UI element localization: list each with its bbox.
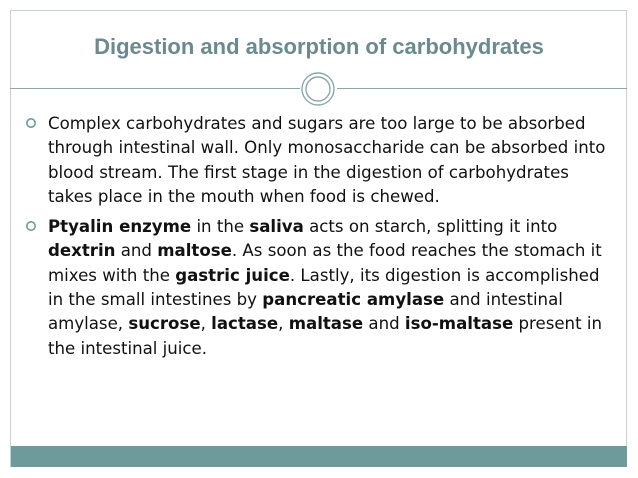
bold-term: gastric juice [175, 265, 290, 285]
bold-term: saliva [249, 217, 304, 237]
text-run: . Lastly, its digestion is accomplished in the small intestines by [48, 265, 600, 310]
footer-accent-bar [11, 446, 627, 467]
bullet-circle-icon [25, 220, 37, 232]
circle-ornament-icon [300, 71, 336, 107]
title-divider-right [337, 88, 627, 89]
bold-term: sucrose [128, 314, 201, 334]
slide-title: Digestion and absorption of carbohydrates [94, 34, 544, 59]
bullet-item-2 [22, 215, 612, 361]
text-run: and [363, 314, 405, 334]
bold-term: maltase [288, 314, 364, 334]
bold-term: pancreatic amylase [262, 290, 445, 310]
text-run: . As soon as the food reaches the stomach it mixes with the [48, 241, 602, 285]
text-run: present in the intestinal juice. [48, 314, 602, 358]
bold-term: dextrin [48, 241, 116, 261]
text-run: in the [191, 217, 250, 237]
bullet-text [48, 114, 605, 206]
bold-term: maltose [157, 241, 232, 261]
bold-term: lactase [211, 314, 279, 334]
bold-term: iso-maltase [404, 314, 514, 334]
text-run: , [200, 314, 212, 334]
text-run: and intestinal amylase, [48, 290, 563, 334]
text-run: , [278, 314, 289, 334]
bullet-text [48, 217, 602, 357]
text-run: and [115, 241, 158, 261]
title-divider-left [10, 88, 300, 89]
text-run: Complex carbohydrates and sugars are too large to be absorbed through intestinal wall. Only monosaccharide can be absorbed into blood stream. The first stage in the digestion of carbohydrates takes place in the mouth when food is chewed. [48, 114, 606, 206]
bullet-circle-icon [25, 117, 37, 129]
text-run: acts on starch, splitting it into [303, 217, 558, 237]
bold-term: Ptyalin enzyme [48, 217, 192, 237]
slide-body [22, 112, 612, 367]
bullet-item-1 [22, 112, 612, 209]
